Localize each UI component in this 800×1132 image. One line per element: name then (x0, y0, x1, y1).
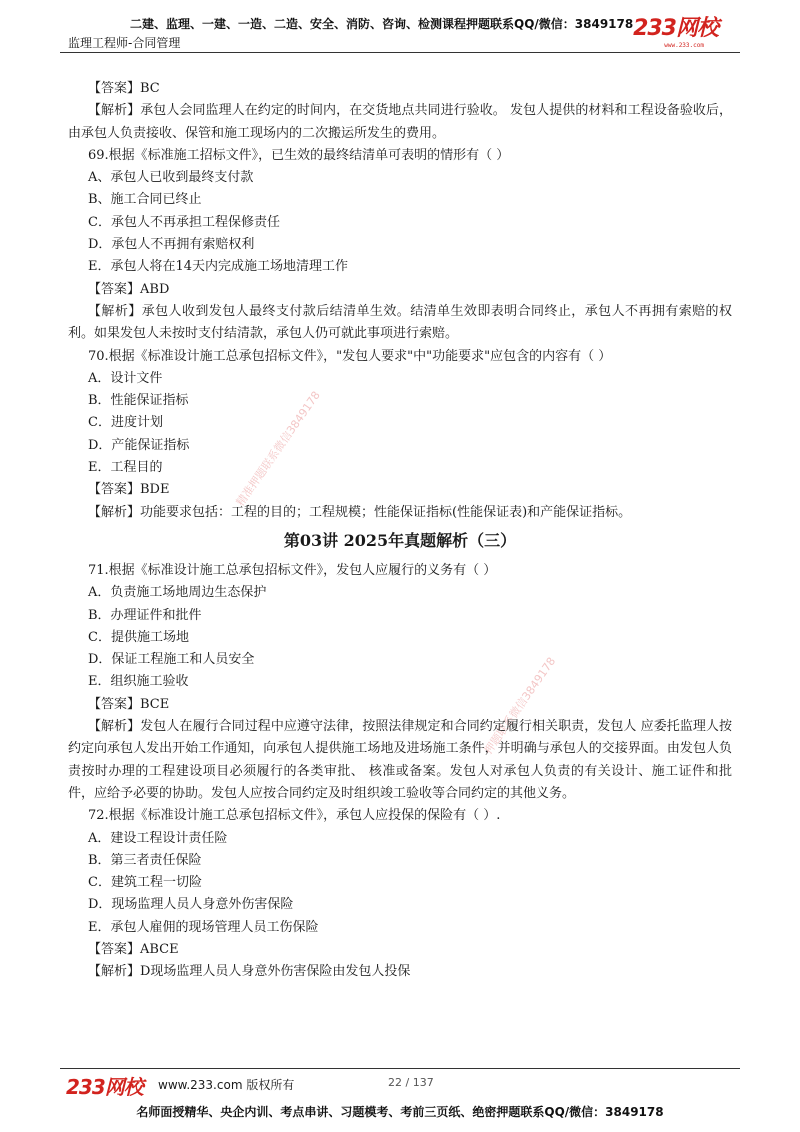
document-subtitle: 监理工程师-合同管理 (68, 36, 181, 50)
text-line: 【解析】承包人收到发包人最终支付款后结清单生效。结清单生效即表明合同终止，承包人不再拥有索赔的权利。如果发包人未按时支付结清款，承包人仍可就此事项进行索赔。 (68, 303, 732, 342)
watermark: 押题联系微信3849178 (481, 654, 559, 757)
header-rule (60, 52, 740, 53)
text-line: B．办理证件和批件 (88, 607, 202, 623)
text-line: 71.根据《标准设计施工总承包招标文件》，发包人应履行的义务有（ ） (88, 562, 497, 578)
text-line: 【解析】D现场监理人员人身意外伤害保险由发包人投保 (88, 964, 411, 980)
text-line: 【答案】BC (88, 81, 160, 96)
text-line: C．进度计划 (88, 415, 163, 431)
footer-brand-logo: 233网校 (66, 1075, 143, 1099)
text-line: D．保证工程施工和人员安全 (88, 652, 255, 668)
text-line: A．设计文件 (88, 370, 163, 386)
section-title: 第03讲 2025年真题解析（三） (283, 530, 517, 550)
footer-promo-line: 名师面授精华、央企内训、考点串讲、习题模考、考前三页纸、绝密押题联系QQ/微信：3849178 (136, 1105, 664, 1119)
text-line: D．现场监理人员人身意外伤害保险 (88, 897, 294, 913)
text-line: 【答案】ABD (88, 281, 170, 297)
question-block-1 (68, 78, 732, 524)
document-body (68, 78, 732, 984)
text-line: E．工程目的 (88, 460, 163, 476)
text-line: B．第三者责任保险 (88, 852, 202, 868)
text-line: D．承包人不再拥有索赔权利 (88, 237, 255, 253)
text-line: 【解析】承包人会同监理人在约定的时间内，在交货地点共同进行验收。 发包人提供的材料和工程设备验收后，由承包人负责接收、保管和施工现场内的二次搬运所发生的费用。 (68, 103, 732, 141)
text-line: 【答案】BDE (88, 482, 170, 498)
text-line: 【解析】功能要求包括：工程的目的；工程规模；性能保证指标(性能保证表)和产能保证指标。 (88, 504, 632, 520)
text-line: A．建设工程设计责任险 (88, 830, 228, 846)
brand-logo: 233网校 (633, 16, 718, 41)
text-line: C．建筑工程一切险 (88, 875, 202, 891)
page-number: 22 / 137 (388, 1076, 434, 1089)
text-line: B．性能保证指标 (88, 393, 189, 409)
text-line: 70.根据《标准设计施工总承包招标文件》，"发包人要求"中"功能要求"应包含的内容有（ ） (88, 348, 612, 364)
text-line: 【解析】发包人在履行合同过程中应遵守法律，按照法律规定和合同约定履行相关职责，发包人 应委托监理人按约定向承包人发出开始工作通知，向承包人提供施工场地及进场施工条件，并明确与承包人的交接界面。由发包人负责按时办理的工程建设项目必须履行的各类审批、 核准或备案。发包人对承包人负责的有关设计、施工证件和批件，应给予必要的协助。发包人应按合同约定及时组织竣工验收等合同约定的其他义务。 (68, 719, 732, 801)
text-line: A．负责施工场地周边生态保护 (88, 585, 267, 601)
footer-rule (60, 1068, 740, 1069)
text-line: D．产能保证指标 (88, 437, 190, 453)
text-line: 69.根据《标准施工招标文件》，已生效的最终结清单可表明的情形有（ ） (88, 147, 510, 163)
text-line: 【答案】BCE (88, 696, 170, 712)
text-line: E．承包人将在14天内完成施工场地清理工作 (88, 259, 349, 275)
text-line: C．承包人不再承担工程保修责任 (88, 214, 280, 230)
text-line: 72.根据《标准设计施工总承包招标文件》，承包人应投保的保险有（ ）. (88, 808, 501, 824)
brand-logo-url: www.233.com (664, 42, 704, 49)
header-promo-line: 二建、监理、一建、一造、二造、安全、消防、咨询、检测课程押题联系QQ/微信：3849178 (130, 17, 634, 31)
text-line: E．组织施工验收 (88, 674, 189, 690)
text-line: E．承包人雇佣的现场管理人员工伤保险 (88, 919, 319, 935)
watermark: 精准押题联系微信3849178 (233, 388, 323, 509)
text-line: A、承包人已收到最终支付款 (88, 170, 254, 186)
text-line: C．提供施工场地 (88, 629, 189, 645)
question-block-2 (68, 560, 732, 984)
text-line: B、施工合同已终止 (88, 192, 202, 208)
footer-copyright: www.233.com 版权所有 (158, 1078, 295, 1092)
text-line: 【答案】ABCE (88, 941, 179, 957)
